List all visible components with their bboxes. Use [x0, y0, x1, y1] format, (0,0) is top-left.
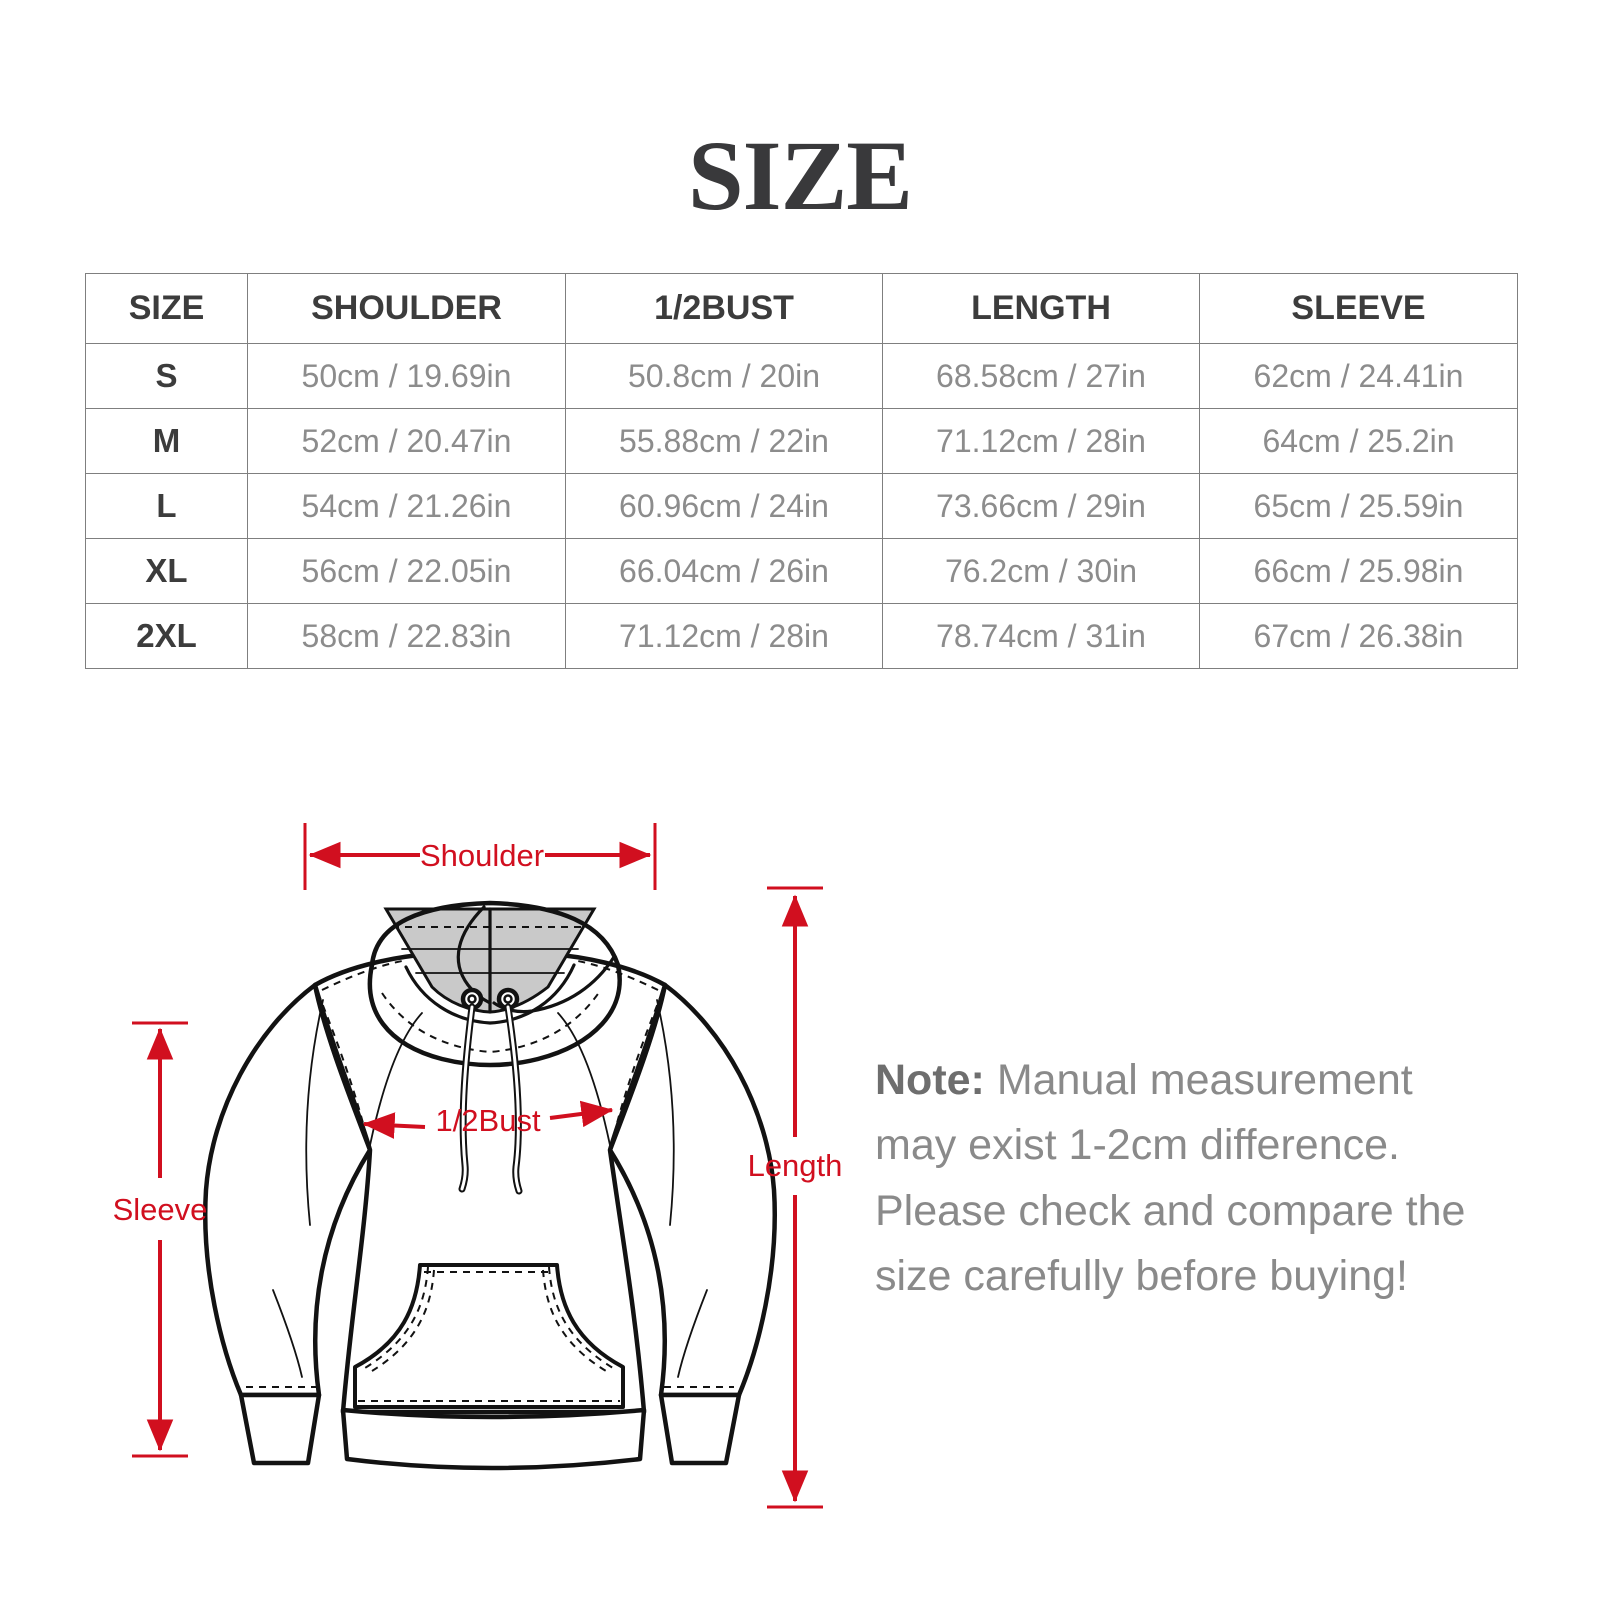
- table-row: [86, 344, 1518, 409]
- column-header-length: LENGTH: [883, 274, 1200, 344]
- right-eyelet-hole: [505, 996, 512, 1003]
- shoulder-arrow: [305, 823, 655, 890]
- cell-halfbust: 66.04cm / 26in: [566, 539, 883, 604]
- sleeve-label: Sleeve: [112, 1192, 208, 1227]
- hem-band: [343, 1410, 644, 1468]
- cell-sleeve: 65cm / 25.59in: [1200, 474, 1518, 539]
- header-row: [86, 274, 1518, 344]
- cell-length: 78.74cm / 31in: [883, 604, 1200, 669]
- cell-halfbust: 60.96cm / 24in: [566, 474, 883, 539]
- column-header-shoulder: SHOULDER: [248, 274, 566, 344]
- cell-length: 73.66cm / 29in: [883, 474, 1200, 539]
- cell-length: 76.2cm / 30in: [883, 539, 1200, 604]
- cell-shoulder: 52cm / 20.47in: [248, 409, 566, 474]
- cell-shoulder: 50cm / 19.69in: [248, 344, 566, 409]
- column-header-halfbust: 1/2BUST: [566, 274, 883, 344]
- cell-size: S: [86, 344, 248, 409]
- cell-sleeve: 66cm / 25.98in: [1200, 539, 1518, 604]
- cell-halfbust: 71.12cm / 28in: [566, 604, 883, 669]
- cell-shoulder: 54cm / 21.26in: [248, 474, 566, 539]
- cell-size: M: [86, 409, 248, 474]
- length-label: Length: [747, 1148, 843, 1183]
- shoulder-label: Shoulder: [419, 838, 545, 873]
- cell-sleeve: 64cm / 25.2in: [1200, 409, 1518, 474]
- cell-size: 2XL: [86, 604, 248, 669]
- sleeve-arrow: [113, 1023, 208, 1456]
- size-table: [85, 273, 1518, 669]
- table-row: [86, 539, 1518, 604]
- column-header-sleeve: SLEEVE: [1200, 274, 1518, 344]
- cell-halfbust: 55.88cm / 22in: [566, 409, 883, 474]
- table-row: [86, 604, 1518, 669]
- cell-size: L: [86, 474, 248, 539]
- table-row: [86, 474, 1518, 539]
- note-body: Manual measurement may exist 1-2cm difference. Please check and compare the size carefully before buying!: [875, 1056, 1466, 1301]
- cell-length: 68.58cm / 27in: [883, 344, 1200, 409]
- half-bust-label: 1/2Bust: [435, 1103, 541, 1138]
- table-row: [86, 409, 1518, 474]
- note-text: [875, 1048, 1485, 1309]
- note-label: Note:: [875, 1056, 985, 1104]
- cell-size: XL: [86, 539, 248, 604]
- cell-sleeve: 67cm / 26.38in: [1200, 604, 1518, 669]
- right-cuff: [661, 1395, 739, 1463]
- cell-shoulder: 56cm / 22.05in: [248, 539, 566, 604]
- page-title: SIZE: [688, 120, 912, 231]
- cell-halfbust: 50.8cm / 20in: [566, 344, 883, 409]
- hoodie-measurement-diagram: [70, 815, 870, 1555]
- left-eyelet-hole: [469, 996, 476, 1003]
- hoodie-drawing: [205, 903, 774, 1468]
- column-header-size: SIZE: [86, 274, 248, 344]
- left-cuff: [241, 1395, 319, 1463]
- cell-sleeve: 62cm / 24.41in: [1200, 344, 1518, 409]
- cell-shoulder: 58cm / 22.83in: [248, 604, 566, 669]
- cell-length: 71.12cm / 28in: [883, 409, 1200, 474]
